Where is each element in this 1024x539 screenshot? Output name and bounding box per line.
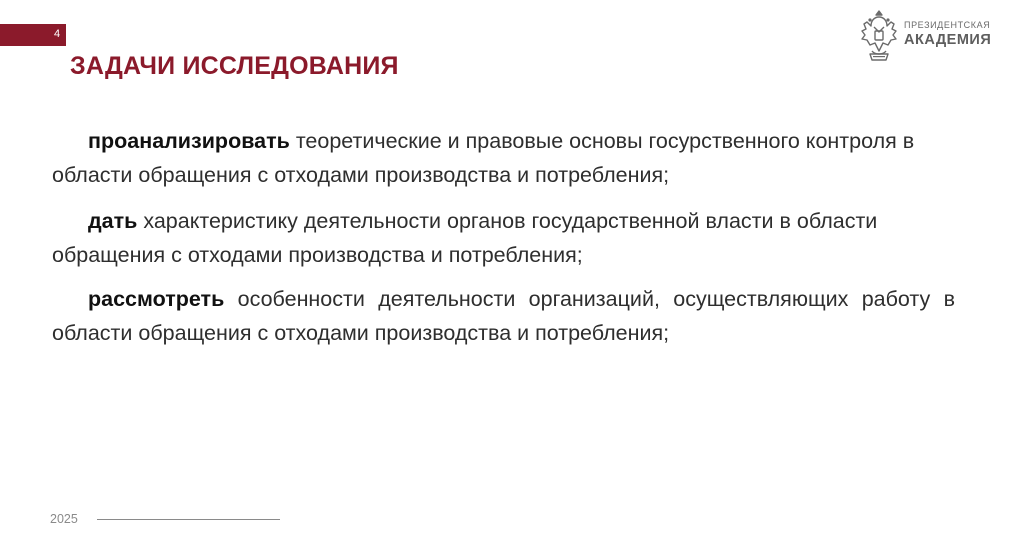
task-verb: дать: [88, 209, 138, 233]
logo-text: [904, 21, 991, 48]
footer-divider: [97, 519, 280, 520]
task-item-analyze: [52, 124, 955, 192]
task-item-consider: [52, 282, 955, 350]
logo-line2: АКАДЕМИЯ: [904, 32, 992, 48]
footer-year: 2025: [50, 512, 78, 526]
task-text: характеристику деятельности органов государственной власти в области обращения с отходами производства и потребления;: [52, 209, 878, 267]
page-number: 4: [54, 28, 61, 40]
page-number-tab: [0, 24, 66, 46]
logo: [858, 7, 998, 65]
task-text: теоретические и правовые основы госурственного контроля в области обращения с отходами производства и потребления;: [52, 129, 915, 187]
task-verb: рассмотреть: [88, 287, 225, 311]
double-headed-eagle-emblem-icon: [858, 7, 900, 65]
tasks-list: [52, 124, 955, 350]
slide-title: ЗАДАЧИ ИССЛЕДОВАНИЯ: [70, 52, 399, 80]
task-text: особенности деятельности организаций, осуществляющих работу в области обращения с отходами производства и потребления;: [52, 287, 955, 345]
task-verb: проанализировать: [88, 129, 290, 153]
task-item-characterize: [52, 204, 955, 272]
logo-line1: ПРЕЗИДЕНТСКАЯ: [904, 20, 991, 30]
